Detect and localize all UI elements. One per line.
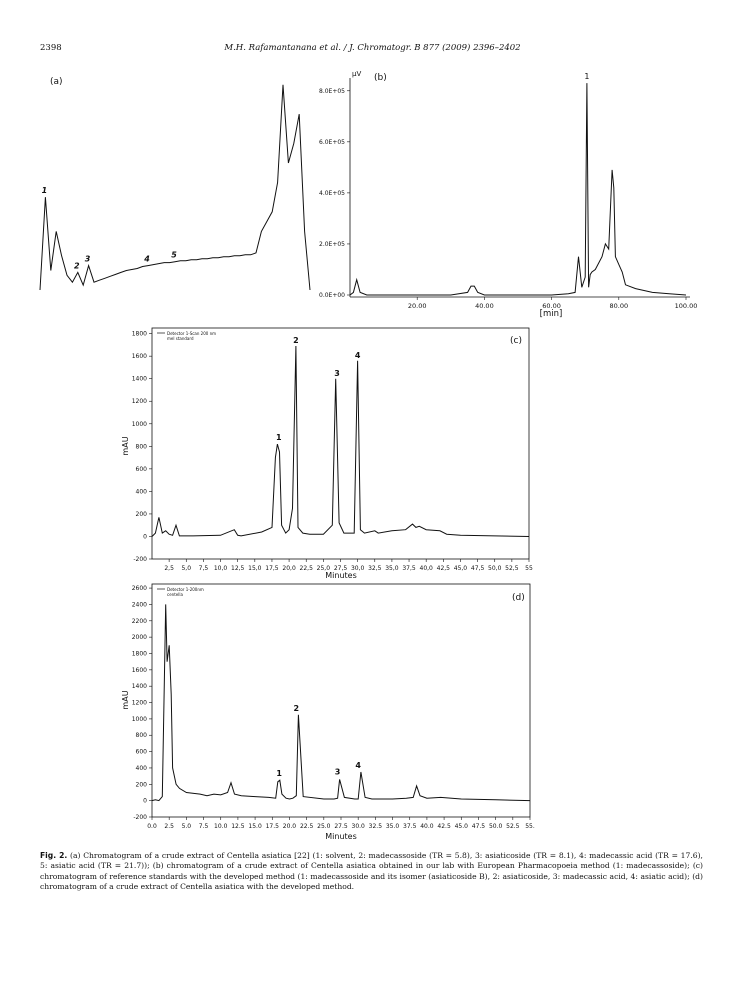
x-tick-label: 55. xyxy=(525,823,535,830)
y-tick-label: 600 xyxy=(135,465,147,473)
y-tick-label: 2200 xyxy=(131,617,147,625)
peak-label-1: 1 xyxy=(584,72,590,82)
peak-label-5: 5 xyxy=(171,250,177,260)
x-tick-label: 17,5 xyxy=(265,565,279,572)
page-number: 2398 xyxy=(40,43,62,53)
x-tick-label: 42.5 xyxy=(437,823,451,830)
x-tick-label: 12,5 xyxy=(231,565,245,572)
journal-citation: M.H. Rafamantanana et al. / J. Chromatogr. B 877 (2009) 2396–2402 xyxy=(224,43,521,53)
panel-c-frame xyxy=(152,328,529,559)
panel-b-label: (b) xyxy=(374,73,387,83)
x-tick-label: 45,0 xyxy=(453,565,468,572)
y-tick-label: 1000 xyxy=(131,420,147,428)
x-tick-label: 20.0 xyxy=(282,823,297,830)
peak-label-4: 4 xyxy=(354,350,361,360)
peak-label-1: 1 xyxy=(276,433,282,443)
x-tick-label: 47.5 xyxy=(471,823,486,830)
x-tick-label: 52,5 xyxy=(505,565,519,572)
y-tick-label: 200 xyxy=(135,781,147,789)
panel-d-peak-labels xyxy=(276,704,361,778)
panel-d xyxy=(121,584,535,841)
x-tick-label: 7.5 xyxy=(198,823,209,830)
y-tick-label: 2.0E+05 xyxy=(319,240,345,248)
y-tick-label: 200 xyxy=(135,510,147,518)
panel-c-legend-1: Detector 1-Scan 200 nm xyxy=(167,331,217,336)
x-tick-label: 15.0 xyxy=(248,823,262,830)
y-tick-label: 6.0E+05 xyxy=(319,138,345,146)
panel-d-x-label: Minutes xyxy=(325,832,357,841)
x-tick-label: 100.00 xyxy=(674,302,698,310)
x-tick-label: 47,5 xyxy=(470,565,485,572)
panel-b-x-label: [min] xyxy=(539,309,563,319)
y-tick-label: 2600 xyxy=(131,585,147,593)
x-tick-label: 7,5 xyxy=(198,565,209,572)
x-tick-label: 17.5 xyxy=(265,823,279,830)
y-tick-label: 1600 xyxy=(131,353,147,361)
x-tick-label: 25.0 xyxy=(317,823,331,830)
panel-d-frame xyxy=(152,584,530,817)
x-tick-label: 15,0 xyxy=(248,565,262,572)
y-tick-label: 600 xyxy=(135,748,147,756)
y-tick-label: 1400 xyxy=(131,683,147,691)
y-tick-label: 1400 xyxy=(131,375,147,383)
x-tick-label: 20,0 xyxy=(282,565,296,572)
peak-label-3: 3 xyxy=(334,368,340,378)
panel-a xyxy=(40,77,310,290)
caption-label: Fig. 2. xyxy=(40,851,68,860)
panel-c xyxy=(121,328,533,580)
x-tick-label: 22,5 xyxy=(299,565,313,572)
y-tick-label: -200 xyxy=(133,556,147,563)
caption-text: (a) Chromatogram of a crude extract of Centella asiatica [22] (1: solvent, 2: madecassoside (TR = 5.8), 3: asiaticoside (TR = 8.1), 4: madecassic acid (TR = 17.6), 5: asiatic acid (TR = 21.7)); (b) chromatogram of a crude extract of Centella asiatica obtained in our lab with European Pharmacopoeia method (1: madecassoside); (c) chromatogram of reference standards with the developed method (1: madecassoside and its isomer (asiaticoside B), 2: asiaticoside, 3: madecassic acid, 4: asiatic acid); (d) chromatogram of a crude extract of Centella asiatica with the developed method. xyxy=(40,851,703,891)
x-tick-label: 32,5 xyxy=(368,565,382,572)
peak-label-4: 4 xyxy=(355,761,361,771)
x-tick-label: 10,0 xyxy=(213,565,228,572)
peak-label-4: 4 xyxy=(144,254,150,264)
panel-d-legend-1: Detector 1-200nm xyxy=(167,587,204,592)
peak-label-3: 3 xyxy=(334,767,341,777)
peak-label-2: 2 xyxy=(74,261,80,271)
x-tick-label: 25,0 xyxy=(316,565,331,572)
x-tick-label: 50.0 xyxy=(488,823,503,830)
x-tick-label: 60.00 xyxy=(542,302,561,310)
panel-d-trace xyxy=(152,604,530,800)
x-tick-label: 27.5 xyxy=(334,823,348,830)
figure-caption xyxy=(40,851,703,892)
y-tick-label: 1000 xyxy=(131,715,147,723)
x-tick-label: 30,0 xyxy=(350,565,365,572)
x-tick-label: 40,0 xyxy=(419,565,433,572)
y-tick-label: 1600 xyxy=(131,666,147,674)
peak-label-3: 3 xyxy=(84,254,91,264)
panel-d-y-ticks xyxy=(132,585,152,821)
panel-c-x-label: Minutes xyxy=(325,571,357,580)
y-tick-label: 800 xyxy=(135,443,147,451)
x-tick-label: 20.00 xyxy=(407,302,427,310)
x-tick-label: 35.0 xyxy=(385,823,400,830)
panel-b-peak-labels xyxy=(584,72,589,81)
y-tick-label: 1200 xyxy=(131,398,147,406)
y-tick-label: 8.0E+05 xyxy=(319,87,345,95)
x-tick-label: 22.5 xyxy=(299,823,314,830)
panel-d-y-label: mAU xyxy=(121,690,130,710)
y-tick-label: 2400 xyxy=(131,601,147,609)
y-tick-label: 0 xyxy=(143,797,147,805)
panel-d-x-ticks xyxy=(147,817,535,830)
x-tick-label: 35,0 xyxy=(385,565,399,572)
x-tick-label: 30.0 xyxy=(351,823,365,830)
y-tick-label: 0 xyxy=(143,533,147,541)
x-tick-label: 0.0 xyxy=(147,823,157,830)
panel-c-peak-labels xyxy=(276,336,361,442)
panel-c-legend-2: mel standard xyxy=(167,336,194,341)
x-tick-label: 2.5 xyxy=(164,823,174,830)
peak-label-2: 2 xyxy=(293,703,300,713)
panel-d-legend-2: centella xyxy=(167,592,183,597)
x-tick-label: 80.00 xyxy=(609,302,629,310)
y-tick-label: 400 xyxy=(135,764,147,772)
x-tick-label: 40.0 xyxy=(420,823,434,830)
panel-b-y-ticks xyxy=(319,88,350,299)
y-tick-label: 1800 xyxy=(131,650,147,658)
x-tick-label: 10.0 xyxy=(214,823,228,830)
peak-label-1: 1 xyxy=(41,186,48,196)
y-tick-label: 4.0E+05 xyxy=(319,189,345,197)
panel-c-y-label: mAU xyxy=(121,436,130,456)
panel-c-y-ticks xyxy=(132,331,152,563)
y-tick-label: 1800 xyxy=(131,330,147,338)
x-tick-label: 32.5 xyxy=(368,823,383,830)
y-tick-label: 800 xyxy=(135,732,147,740)
x-tick-label: 37.5 xyxy=(403,823,417,830)
x-tick-label: 55 xyxy=(525,565,533,572)
x-tick-label: 5.0 xyxy=(181,823,192,830)
x-tick-label: 27,5 xyxy=(333,565,348,572)
x-tick-label: 52.5 xyxy=(506,823,520,830)
panel-b xyxy=(319,70,697,319)
x-tick-label: 37,5 xyxy=(402,565,416,572)
x-tick-label: 42,5 xyxy=(436,565,450,572)
panel-b-trace xyxy=(350,83,686,295)
y-tick-label: 400 xyxy=(135,488,147,496)
panel-c-label: (c) xyxy=(510,336,522,346)
peak-label-1: 1 xyxy=(276,769,282,779)
x-tick-label: 12.5 xyxy=(231,823,245,830)
panel-a-label: (a) xyxy=(50,77,63,87)
x-tick-label: 5,0 xyxy=(181,565,192,572)
x-tick-label: 2,5 xyxy=(164,565,174,572)
peak-label-2: 2 xyxy=(293,336,299,346)
panel-c-trace xyxy=(152,346,529,537)
y-tick-label: 2000 xyxy=(131,634,147,642)
panel-d-label: (d) xyxy=(512,593,525,603)
x-tick-label: 40.00 xyxy=(475,302,494,310)
x-tick-label: 50,0 xyxy=(488,565,502,572)
x-tick-label: 45.0 xyxy=(454,823,468,830)
y-tick-label: -200 xyxy=(133,814,147,821)
y-tick-label: 0.0E+00 xyxy=(319,292,345,299)
y-tick-label: 1200 xyxy=(131,699,147,707)
panel-b-unit: µV xyxy=(352,70,362,78)
